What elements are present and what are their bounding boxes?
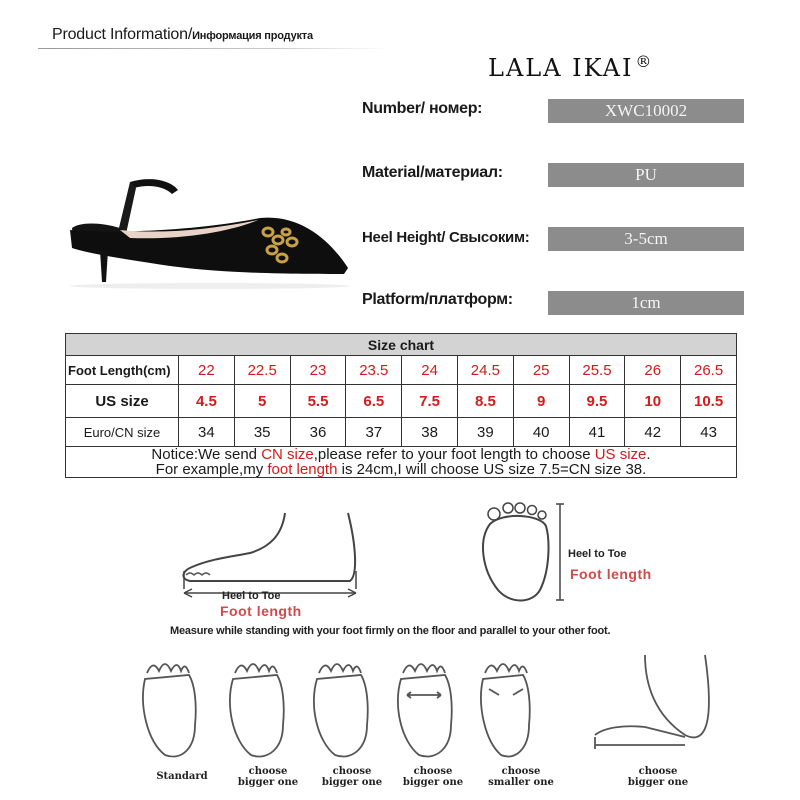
spec-heel-label: Heel Height/ Свысоким: (362, 229, 530, 246)
spec-number-label: Number/ номер: (362, 100, 483, 117)
euro-size-cell: 39 (457, 418, 513, 447)
us-size-cell: 5.5 (290, 385, 346, 418)
spec-material-label: Material/материал: (362, 164, 503, 181)
euro-size-cell: 35 (234, 418, 290, 447)
us-size-cell: 8.5 (457, 385, 513, 418)
foot-length-cell: 25.5 (569, 356, 625, 385)
spec-heel-value: 3-5cm (548, 227, 744, 251)
us-size-cell: 9 (513, 385, 569, 418)
foot-length-cell: 26.5 (681, 356, 737, 385)
foot-length-cell: 25 (513, 356, 569, 385)
euro-size-cell: 42 (625, 418, 681, 447)
foot-type-4: choose bigger one (402, 766, 464, 788)
euro-size-cell: 36 (290, 418, 346, 447)
euro-size-cell: 34 (179, 418, 235, 447)
spec-platform-label: Platform/платформ: (362, 291, 513, 308)
euro-size-row (66, 418, 737, 447)
notice-line-2: For example,my foot length is 24cm,I will choose US size 7.5=CN size 38. (155, 461, 647, 478)
header-title-ru: Информация продукта (192, 30, 313, 42)
euro-size-cell: 38 (402, 418, 458, 447)
foot-length-cell: 24.5 (457, 356, 513, 385)
size-chart-table (65, 333, 737, 478)
foot-length-label-1: Foot length (220, 603, 302, 619)
us-size-cell: 4.5 (179, 385, 235, 418)
us-size-cell: 9.5 (569, 385, 625, 418)
registered-mark: ® (635, 52, 654, 71)
spec-platform-value: 1cm (548, 291, 744, 315)
us-size-row (66, 385, 737, 418)
spec-material-value: PU (548, 163, 744, 187)
foot-type-3: choose bigger one (321, 766, 383, 788)
euro-size-cell: 37 (346, 418, 402, 447)
euro-size-label: Euro/CN size (66, 418, 179, 447)
foot-type-5: choose smaller one (488, 766, 554, 788)
header-divider (38, 48, 388, 49)
foot-length-cell: 23.5 (346, 356, 402, 385)
brand-name: LALA IKAI (488, 54, 634, 82)
measure-instruction: Measure while standing with your foot firmly on the floor and parallel to your other foot. (170, 625, 611, 637)
foot-length-cell: 23 (290, 356, 346, 385)
heel-to-toe-label-2: Heel to Toe (568, 548, 627, 560)
foot-types-diagram (125, 645, 725, 765)
size-notice (66, 447, 737, 478)
us-size-cell: 5 (234, 385, 290, 418)
foot-type-standard: Standard (156, 771, 208, 782)
euro-size-cell: 41 (569, 418, 625, 447)
spec-number-value: XWC10002 (548, 99, 744, 123)
size-chart-title: Size chart (66, 334, 737, 356)
brand-logo (488, 52, 653, 82)
foot-length-cell: 22 (179, 356, 235, 385)
foot-length-label-2: Foot length (570, 566, 652, 582)
foot-length-row (66, 356, 737, 385)
us-size-cell: 6.5 (346, 385, 402, 418)
shoe-image (60, 170, 360, 290)
us-size-label: US size (66, 385, 179, 418)
foot-length-cell: 26 (625, 356, 681, 385)
foot-length-cell: 24 (402, 356, 458, 385)
page-header (52, 26, 313, 44)
header-title: Product Information/ (52, 26, 193, 43)
foot-length-cell: 22.5 (234, 356, 290, 385)
foot-type-6: choose bigger one (627, 766, 689, 788)
foot-type-2: choose bigger one (237, 766, 299, 788)
euro-size-cell: 40 (513, 418, 569, 447)
us-size-cell: 7.5 (402, 385, 458, 418)
notice-line-1: Notice:We send CN size,please refer to your foot length to choose US size. (151, 446, 651, 463)
us-size-cell: 10.5 (681, 385, 737, 418)
euro-size-cell: 43 (681, 418, 737, 447)
heel-to-toe-label-1: Heel to Toe (222, 590, 281, 602)
us-size-cell: 10 (625, 385, 681, 418)
foot-length-label: Foot Length(cm) (66, 356, 179, 385)
